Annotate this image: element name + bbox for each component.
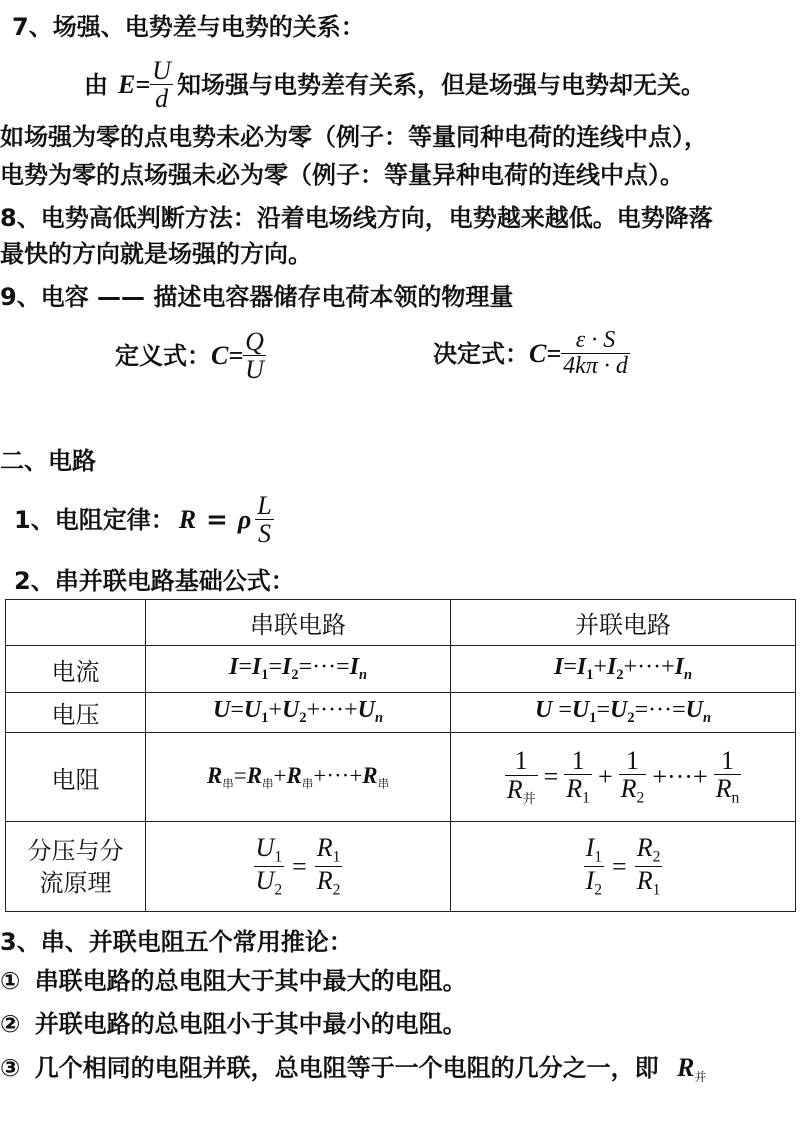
r-parallel-symbol: R <box>677 1053 695 1082</box>
voltage-series-formula: $U=U_1+U_2+\cdot\cdot\cdot+U_n$ <box>146 693 451 733</box>
series-parallel-table <box>5 599 796 912</box>
section-7-line-3: 电势为零的点场强未必为零（例子：等量异种电荷的连线中点）。 <box>0 161 684 189</box>
resistance-series-formula: $R_串=R_串+R_串+\cdot\cdot\cdot+R_串$ <box>146 733 451 822</box>
section-8-line-1: 8、电势高低判断方法：沿着电场线方向，电势越来越低。电势降落 <box>0 204 713 232</box>
resistance-parallel-formula: $\frac{1}{R_并}$ = $\frac{1}{R_1}$ + $\frac{1}{R_2}$ +···+ $\frac{1}{R_n}$ <box>451 733 796 822</box>
numerator: Q <box>245 327 264 356</box>
fraction-u-over-d <box>150 57 173 113</box>
row-label-resistance: 电阻 <box>6 733 146 822</box>
r-parallel-subscript: 并 <box>694 1069 707 1084</box>
capacitance-determinant <box>433 328 630 379</box>
fraction-q-over-u <box>243 328 266 384</box>
inference-2 <box>0 1009 467 1039</box>
determinant-label: 决定式： <box>433 339 529 368</box>
section-7-title: 7、场强、电势差与电势的关系： <box>12 13 365 41</box>
item-3-title: 3、串、并联电阻五个常用推论： <box>0 928 353 956</box>
row-label-divider-principle: 分压与分 流原理 <box>6 822 146 912</box>
voltage-parallel-formula: $U =U_1=U_2=\cdot\cdot\cdot=U_n$ <box>451 693 796 733</box>
marker-1: ① <box>0 967 21 995</box>
marker-2: ② <box>0 1010 21 1038</box>
table-row-current <box>6 646 796 693</box>
resistance-symbol: R <box>178 504 197 534</box>
current-series-formula: $I=I_1=I_2=\cdot\cdot\cdot=I_n$ <box>146 646 451 693</box>
current-parallel-formula: $I=I_1+I_2+\cdot\cdot\cdot+I_n$ <box>451 646 796 693</box>
equals-sign: = <box>206 504 228 535</box>
rho-symbol: ρ <box>237 504 252 534</box>
definition-lhs: C= <box>211 340 244 370</box>
header-series: 串联电路 <box>146 600 451 646</box>
denominator: d <box>155 84 169 114</box>
resistance-law-label: 1、电阻定律： <box>14 505 175 534</box>
section-8-line-2: 最快的方向就是场强的方向。 <box>0 240 312 268</box>
inference-2-text: 并联电路的总电阻小于其中最小的电阻。 <box>34 1010 467 1038</box>
fraction-l-over-s <box>255 492 273 548</box>
denominator: U <box>245 355 264 385</box>
lead-text: 由 <box>84 70 108 99</box>
table-row-voltage <box>6 693 796 733</box>
section-9-title: 9、电容 —— 描述电容器储存电荷本领的物理量 <box>0 283 514 311</box>
denominator: S <box>257 519 271 549</box>
part-2-heading: 二、电路 <box>0 447 96 475</box>
inference-1-text: 串联电路的总电阻大于其中最大的电阻。 <box>34 967 467 995</box>
table-row-resistance <box>6 733 796 822</box>
formula-lhs: E= <box>118 69 151 99</box>
voltage-divider-formula: $\frac{U_1}{U_2}$ = $\frac{R_1}{R_2}$ <box>146 822 451 912</box>
numerator: U <box>152 56 171 85</box>
header-empty <box>6 600 146 646</box>
row-label-current: 电流 <box>6 646 146 693</box>
capacitance-definition <box>115 328 266 384</box>
resistance-law <box>14 492 274 548</box>
section-7-formula-line <box>84 57 705 113</box>
section-7-line-2: 如场强为零的点电势未必为零（例子：等量同种电荷的连线中点）， <box>0 123 708 151</box>
series-parallel-label: 2、串并联电路基础公式： <box>14 567 295 595</box>
numerator: ε · S <box>575 327 616 353</box>
table-row-divider-principle <box>6 822 796 912</box>
table-header-row <box>6 600 796 646</box>
formula-explanation: 知场强与电势差有关系，但是场强与电势却无关。 <box>176 70 705 99</box>
denominator: 4kπ · d <box>563 353 628 380</box>
header-parallel: 并联电路 <box>451 600 796 646</box>
determinant-lhs: C= <box>529 338 562 368</box>
marker-3: ③ <box>0 1054 21 1082</box>
numerator: L <box>257 491 272 520</box>
inference-3 <box>0 1053 706 1092</box>
inference-3-text: 几个相同的电阻并联，总电阻等于一个电阻的几分之一，即 <box>34 1054 659 1082</box>
inference-1 <box>0 966 467 996</box>
fraction-eps-s-over-4kpid <box>561 328 630 379</box>
current-divider-formula: $\frac{I_1}{I_2}$ = $\frac{R_2}{R_1}$ <box>451 822 796 912</box>
row-label-voltage: 电压 <box>6 693 146 733</box>
definition-label: 定义式： <box>115 341 211 370</box>
